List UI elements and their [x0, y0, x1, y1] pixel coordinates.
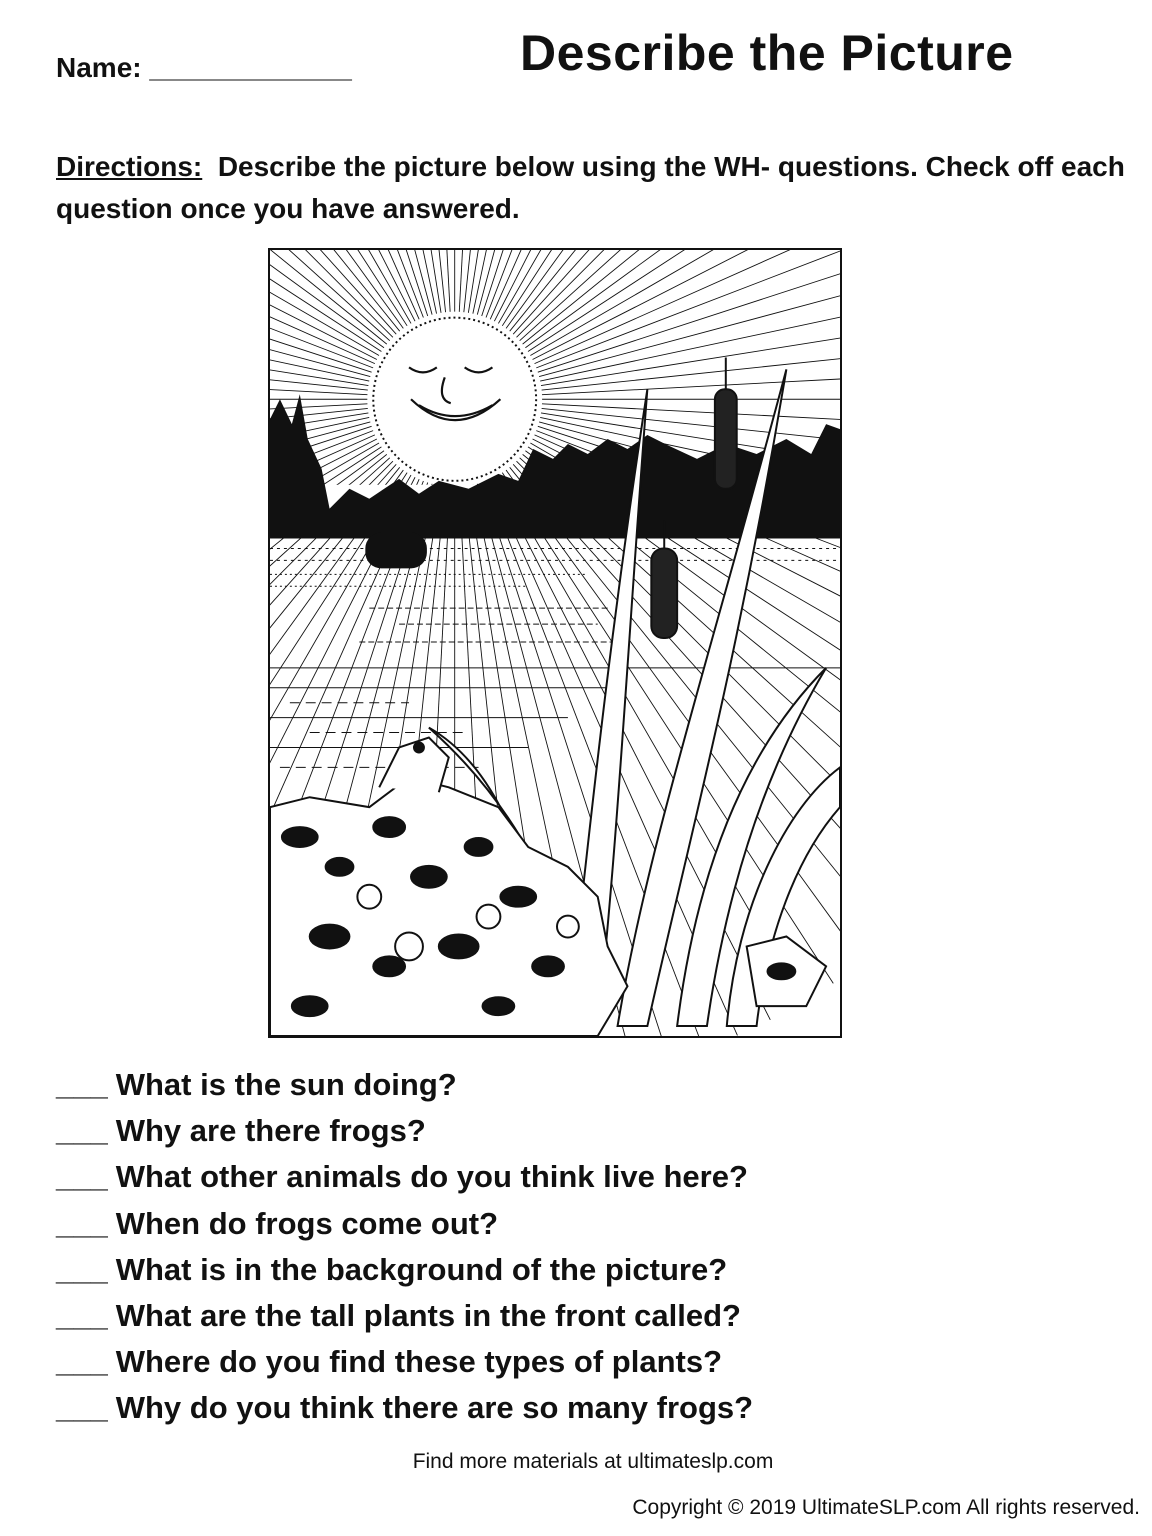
question-text: Why do you think there are so many frogs?: [115, 1390, 754, 1426]
sun-ray: [270, 250, 423, 318]
copyright-notice: Copyright © 2019 UltimateSLP.com All rights reserved.: [632, 1496, 1140, 1519]
check-blank[interactable]: ___: [56, 1298, 108, 1334]
sun-ray: [510, 250, 840, 331]
question-item: [56, 1247, 753, 1293]
more-materials-link[interactable]: Find more materials at ultimateslp.com: [412, 1450, 774, 1473]
sun-ray: [523, 250, 840, 344]
sun-ray: [270, 250, 393, 337]
question-item: [56, 1062, 753, 1108]
pond-illustration: [270, 250, 840, 1036]
question-text: Why are there frogs?: [115, 1113, 426, 1149]
sun-ray: [533, 250, 840, 359]
name-field-label: Name: _____________: [56, 52, 352, 83]
sun-ray: [270, 250, 370, 377]
directions-label: Directions:: [56, 151, 203, 182]
page-title: Describe the Picture: [520, 25, 1014, 81]
sun-ray: [270, 363, 367, 395]
sun-ray: [270, 326, 368, 390]
sun-ray: [486, 250, 704, 318]
check-blank[interactable]: ___: [56, 1390, 108, 1426]
question-item: [56, 1339, 753, 1385]
check-blank[interactable]: ___: [56, 1205, 108, 1241]
sun-ray: [270, 250, 381, 352]
sun-ray: [270, 250, 384, 348]
directions: [56, 146, 1126, 230]
question-text: What is the sun doing?: [115, 1067, 457, 1102]
bush: [365, 533, 427, 569]
sun-ray: [270, 290, 368, 385]
question-text: What are the tall plants in the front called?: [115, 1298, 741, 1334]
sun-ray: [270, 250, 411, 323]
sun-ray: [270, 250, 387, 344]
sun-ray: [502, 250, 833, 326]
question-text: When do frogs come out?: [115, 1205, 499, 1241]
check-blank[interactable]: ___: [56, 1067, 108, 1102]
question-item: [56, 1154, 753, 1200]
question-item: [56, 1385, 753, 1431]
sun-ray: [530, 250, 840, 355]
question-text: Where do you find these types of plants?: [115, 1344, 723, 1380]
sun-ray: [525, 250, 840, 348]
question-item: [56, 1293, 753, 1339]
check-blank[interactable]: ___: [56, 1344, 108, 1380]
question-checklist: [56, 1062, 753, 1432]
check-blank[interactable]: ___: [56, 1159, 108, 1195]
question-text: What is in the background of the picture?: [115, 1251, 728, 1287]
question-item: [56, 1108, 753, 1154]
sun: [373, 318, 536, 481]
illustration-frame: [268, 248, 842, 1038]
check-blank[interactable]: ___: [56, 1251, 108, 1287]
question-item: [56, 1201, 753, 1247]
check-blank[interactable]: ___: [56, 1113, 108, 1149]
sun-ray: [535, 250, 840, 364]
sun-ray: [536, 250, 840, 368]
sun-ray: [468, 250, 563, 313]
sun-ray: [494, 250, 770, 321]
sun-ray: [346, 250, 441, 313]
water-lines: [270, 668, 840, 767]
directions-text: Describe the picture below using the WH- questions. Check off each question once you have answered.: [56, 151, 1125, 224]
sun-ray: [482, 250, 670, 316]
question-text: What other animals do you think live here?: [115, 1159, 748, 1195]
